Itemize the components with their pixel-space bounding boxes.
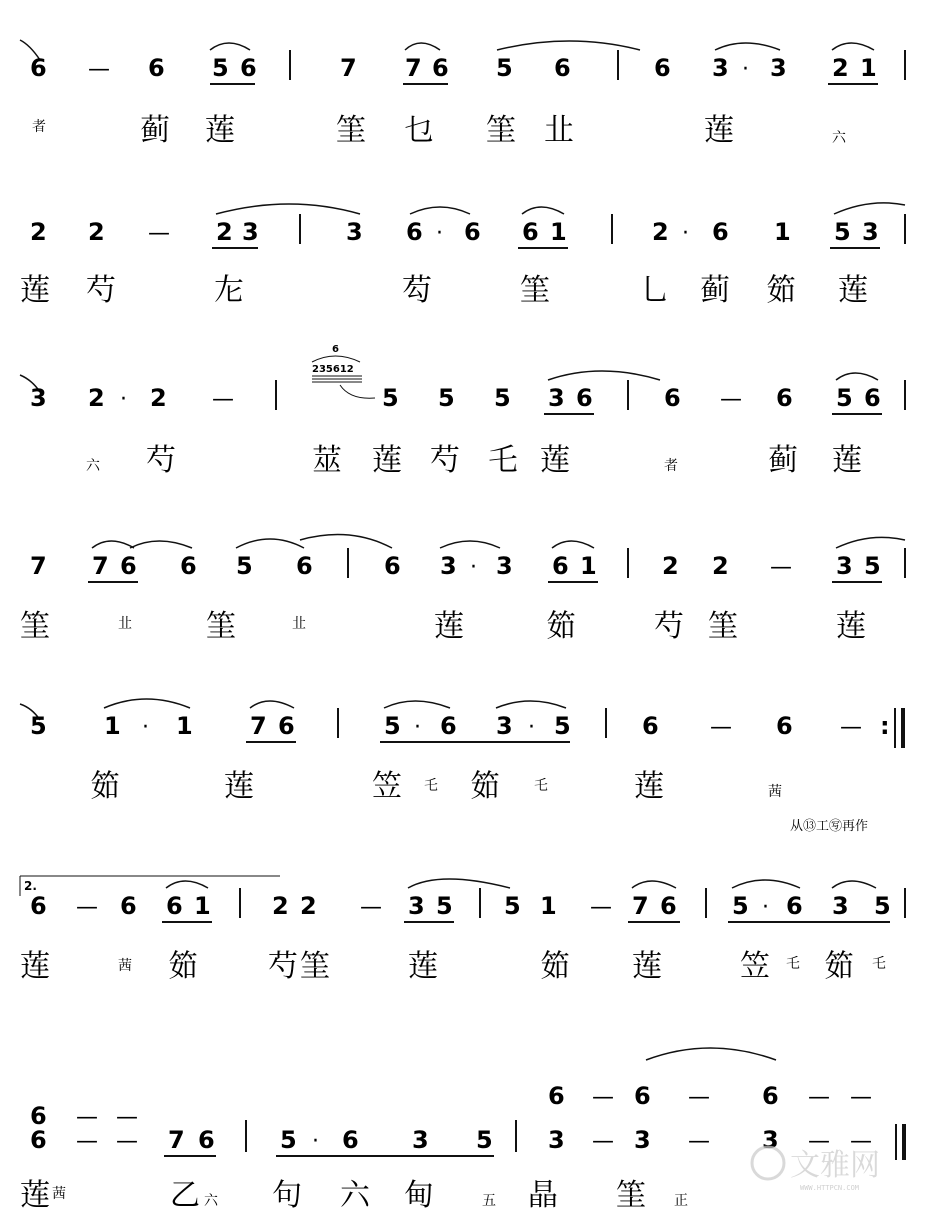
tablature-char: 甸 [404, 1178, 434, 1212]
note: 2 [300, 892, 317, 920]
note: 6 [30, 54, 47, 82]
slur [236, 539, 304, 548]
tablature-char: 筀 [616, 1178, 646, 1212]
tablature-char: 茜 [52, 1186, 66, 1202]
note: 2 [272, 892, 289, 920]
note: 1 [104, 712, 121, 740]
dash: · [470, 555, 477, 580]
note: 7 [168, 1126, 185, 1154]
tablature-char: 莲 [434, 609, 464, 644]
tablature-char: 五 [482, 1193, 496, 1209]
note: 5 [494, 384, 511, 412]
note: 6 [654, 54, 671, 82]
slur [440, 541, 500, 548]
note: 2 [150, 384, 167, 412]
note: 3 [548, 1126, 565, 1154]
watermark-text: 文雅网 [790, 1148, 880, 1183]
note: 7 [340, 54, 357, 82]
slur [210, 43, 250, 50]
tablature-char: 莲 [540, 443, 570, 478]
note: 6 [552, 552, 569, 580]
tablature-char: 六 [204, 1193, 218, 1209]
note: 5 [476, 1126, 493, 1154]
slur [497, 41, 640, 50]
dash: — [770, 555, 792, 580]
slur [496, 701, 566, 708]
note: 3 [412, 1126, 429, 1154]
repeat-dots: : [880, 712, 890, 740]
score-row-4 [20, 535, 905, 644]
note: 5 [30, 712, 47, 740]
slur [130, 541, 192, 548]
dash: — [360, 895, 382, 920]
tablature-char: 句 [272, 1178, 302, 1212]
note: 7 [250, 712, 267, 740]
note: 5 [554, 712, 571, 740]
tablature-char: 乇 [872, 956, 886, 972]
tablature-char: 筎 [546, 609, 576, 644]
tablature-char: 筀 [336, 113, 366, 148]
dash: — [590, 895, 612, 920]
tablature-char: 㐀 [118, 616, 132, 632]
tablature-char: 筎 [90, 769, 120, 804]
note: 6 [864, 384, 881, 412]
note: 6 [440, 712, 457, 740]
note: 6 [278, 712, 295, 740]
tablature-char: 筎 [470, 769, 500, 804]
dash: — [840, 715, 862, 740]
note: 6 [432, 54, 449, 82]
tablature-char: 芍 [430, 443, 460, 478]
tablature-char: 者 [664, 458, 678, 474]
score-row-5 [20, 699, 903, 834]
dash: — [88, 57, 110, 82]
volta-label: 2. [24, 879, 37, 893]
dash: — [808, 1085, 830, 1110]
dash: — [720, 387, 742, 412]
note: 3 [408, 892, 425, 920]
note: 6 [660, 892, 677, 920]
slur [834, 203, 905, 214]
dash: — [148, 221, 170, 246]
note: 1 [176, 712, 193, 740]
tablature-char: 蓟 [700, 273, 730, 308]
slur [92, 541, 134, 548]
note-top: 6 [30, 1102, 47, 1130]
note: 6 [712, 218, 729, 246]
tablature-char: 芍 [146, 443, 176, 478]
tablature-char: 笠 [372, 769, 402, 804]
slur [832, 43, 874, 50]
note: 6 [240, 54, 257, 82]
tablature-char: 六 [340, 1178, 370, 1212]
tablature-char: 正 [674, 1193, 688, 1209]
tablature-char: 莲 [632, 949, 662, 984]
note: 6 [148, 54, 165, 82]
grace-notes: 235612 [312, 364, 354, 375]
dash: — [850, 1129, 872, 1154]
note: 3 [242, 218, 259, 246]
note: 6 [342, 1126, 359, 1154]
tablature-char: 莲 [372, 443, 402, 478]
dash: — [688, 1085, 710, 1110]
note: 2 [712, 552, 729, 580]
tablature-char: 乇 [534, 778, 548, 794]
tablature-char: 筎 [766, 273, 796, 308]
tablature-char: 莲 [205, 113, 235, 148]
note: 5 [874, 892, 891, 920]
note: 5 [732, 892, 749, 920]
note: 3 [770, 54, 787, 82]
dash: — [850, 1085, 872, 1110]
note: 6 [406, 218, 423, 246]
slur [216, 204, 360, 214]
note: 5 [496, 54, 513, 82]
slur [832, 881, 876, 888]
note-top: 6 [762, 1082, 779, 1110]
tablature-char: 筀 [300, 949, 330, 984]
note: 3 [30, 384, 47, 412]
note: 1 [550, 218, 567, 246]
note-top: 6 [548, 1082, 565, 1110]
score-row-3 [20, 344, 905, 478]
tablature-char: 筀 [206, 609, 236, 644]
slur [250, 701, 294, 708]
dash: — [808, 1129, 830, 1154]
note: 1 [194, 892, 211, 920]
tablature-char: 莁 [312, 443, 342, 478]
note: 3 [634, 1126, 651, 1154]
watermark-url: WWW.HTTPCN.COM [800, 1184, 860, 1192]
slur [732, 880, 800, 888]
slur [104, 699, 190, 708]
tablature-char: 筎 [824, 949, 854, 984]
note: 6 [642, 712, 659, 740]
tablature-char: 六 [86, 458, 100, 474]
tablature-char: 莲 [634, 769, 664, 804]
tablature-char: 茜 [118, 958, 132, 974]
note: 6 [384, 552, 401, 580]
tablature-char: 莲 [20, 949, 50, 984]
credit: 从⑬工㊢再作 [790, 819, 869, 834]
note: 2 [216, 218, 233, 246]
tablature-char: 乜 [404, 113, 434, 148]
note: 2 [832, 54, 849, 82]
note: 2 [88, 218, 105, 246]
tablature-char: 乚 [640, 273, 670, 308]
slur [300, 535, 392, 548]
dash: · [142, 715, 149, 740]
grace-slur-to-note [340, 385, 375, 398]
note: 1 [580, 552, 597, 580]
slur [548, 371, 660, 380]
tablature-char: 莲 [832, 443, 862, 478]
note: 6 [786, 892, 803, 920]
note: 5 [438, 384, 455, 412]
note: 3 [346, 218, 363, 246]
note: 5 [236, 552, 253, 580]
slur [836, 373, 878, 380]
tablature-char: 者 [32, 119, 46, 135]
note: 6 [120, 892, 137, 920]
slur [836, 537, 905, 548]
dash: · [312, 1129, 319, 1154]
slur [715, 43, 780, 50]
note: 3 [762, 1126, 779, 1154]
note: 6 [30, 1126, 47, 1154]
note: 6 [776, 712, 793, 740]
note: 6 [522, 218, 539, 246]
note: 7 [632, 892, 649, 920]
note: 2 [88, 384, 105, 412]
note: 3 [496, 712, 513, 740]
tablature-char: 莲 [20, 273, 50, 308]
dash: — [76, 1129, 98, 1154]
slur [522, 207, 564, 214]
note: 1 [860, 54, 877, 82]
note: 7 [405, 54, 422, 82]
note: 3 [440, 552, 457, 580]
note: 7 [92, 552, 109, 580]
note: 2 [652, 218, 669, 246]
grace-top: 6 [332, 344, 339, 355]
dash: · [436, 221, 443, 246]
note: 6 [198, 1126, 215, 1154]
tablature-char: 蓟 [140, 113, 170, 148]
note-top: 6 [634, 1082, 651, 1110]
note: 6 [296, 552, 313, 580]
tablature-char: 六 [832, 130, 846, 146]
note: 6 [664, 384, 681, 412]
dash: — [688, 1129, 710, 1154]
tablature-char: 芍 [86, 273, 116, 308]
dash: — [710, 715, 732, 740]
slur [410, 207, 470, 214]
tablature-char: 莲 [224, 769, 254, 804]
tablature-char: 晶 [528, 1178, 558, 1212]
note: 6 [30, 892, 47, 920]
note: 7 [30, 552, 47, 580]
tablature-char: 筎 [540, 949, 570, 984]
score-row-6 [20, 876, 905, 984]
note: 5 [280, 1126, 297, 1154]
note: 6 [576, 384, 593, 412]
tablature-char: 芶 [402, 273, 432, 308]
note: 3 [862, 218, 879, 246]
note: 6 [776, 384, 793, 412]
dash: · [120, 387, 127, 412]
note: 3 [712, 54, 729, 82]
slur [408, 879, 510, 888]
note: 6 [180, 552, 197, 580]
tablature-char: 筀 [20, 609, 50, 644]
score-row-1 [20, 40, 905, 148]
slur [552, 541, 594, 548]
tablature-char: 㐀 [292, 616, 306, 632]
tablature-char: 芍 [268, 949, 298, 984]
note: 5 [212, 54, 229, 82]
dash: — [116, 1129, 138, 1154]
tablature-char: 乇 [786, 956, 800, 972]
tablature-char: 筀 [708, 609, 738, 644]
tablature-char: 乇 [424, 778, 438, 794]
dash: — [76, 1105, 98, 1130]
note: 5 [864, 552, 881, 580]
dash: — [116, 1105, 138, 1130]
dash: — [592, 1085, 614, 1110]
note: 6 [166, 892, 183, 920]
dash: — [212, 387, 234, 412]
note: 3 [836, 552, 853, 580]
note: 6 [120, 552, 137, 580]
tablature-char: 蓟 [768, 443, 798, 478]
tablature-char: 㐀 [544, 113, 574, 148]
note: 3 [496, 552, 513, 580]
note: 2 [30, 218, 47, 246]
tablature-char: 莲 [408, 949, 438, 984]
dash: · [528, 715, 535, 740]
slur [632, 881, 676, 888]
tablature-char: 茜 [768, 784, 782, 800]
note: 3 [548, 384, 565, 412]
note: 1 [774, 218, 791, 246]
dash: — [76, 895, 98, 920]
slur [384, 701, 450, 708]
tablature-char: 筀 [520, 273, 550, 308]
note: 5 [504, 892, 521, 920]
note: 1 [540, 892, 557, 920]
tablature-char: 筎 [168, 949, 198, 984]
score-row-2 [20, 203, 905, 308]
note: 5 [834, 218, 851, 246]
dash: · [414, 715, 421, 740]
note: 5 [384, 712, 401, 740]
note: · [742, 57, 749, 82]
slur [166, 881, 208, 888]
tablature-char: 笠 [740, 949, 770, 984]
note: 3 [832, 892, 849, 920]
note: 2 [662, 552, 679, 580]
note: 6 [464, 218, 481, 246]
slur-long [646, 1048, 776, 1060]
score-row-7 [20, 1048, 904, 1212]
note: 5 [382, 384, 399, 412]
tablature-char: 莲 [838, 273, 868, 308]
tablature-char: 㔫 [214, 273, 244, 308]
tablature-char: 乇 [488, 443, 518, 478]
slur [405, 43, 440, 50]
dash: — [592, 1129, 614, 1154]
tablature-char: 莲 [20, 1178, 50, 1212]
tablature-char: 筀 [486, 113, 516, 148]
note: 5 [436, 892, 453, 920]
tablature-char: 莲 [704, 113, 734, 148]
grace-slur [312, 356, 360, 362]
note: 5 [836, 384, 853, 412]
dash: · [682, 221, 689, 246]
dash: · [762, 895, 769, 920]
tablature-char: 芍 [654, 609, 684, 644]
tablature-char: 莲 [836, 609, 866, 644]
note: 6 [554, 54, 571, 82]
tablature-char: 乙 [170, 1178, 200, 1212]
